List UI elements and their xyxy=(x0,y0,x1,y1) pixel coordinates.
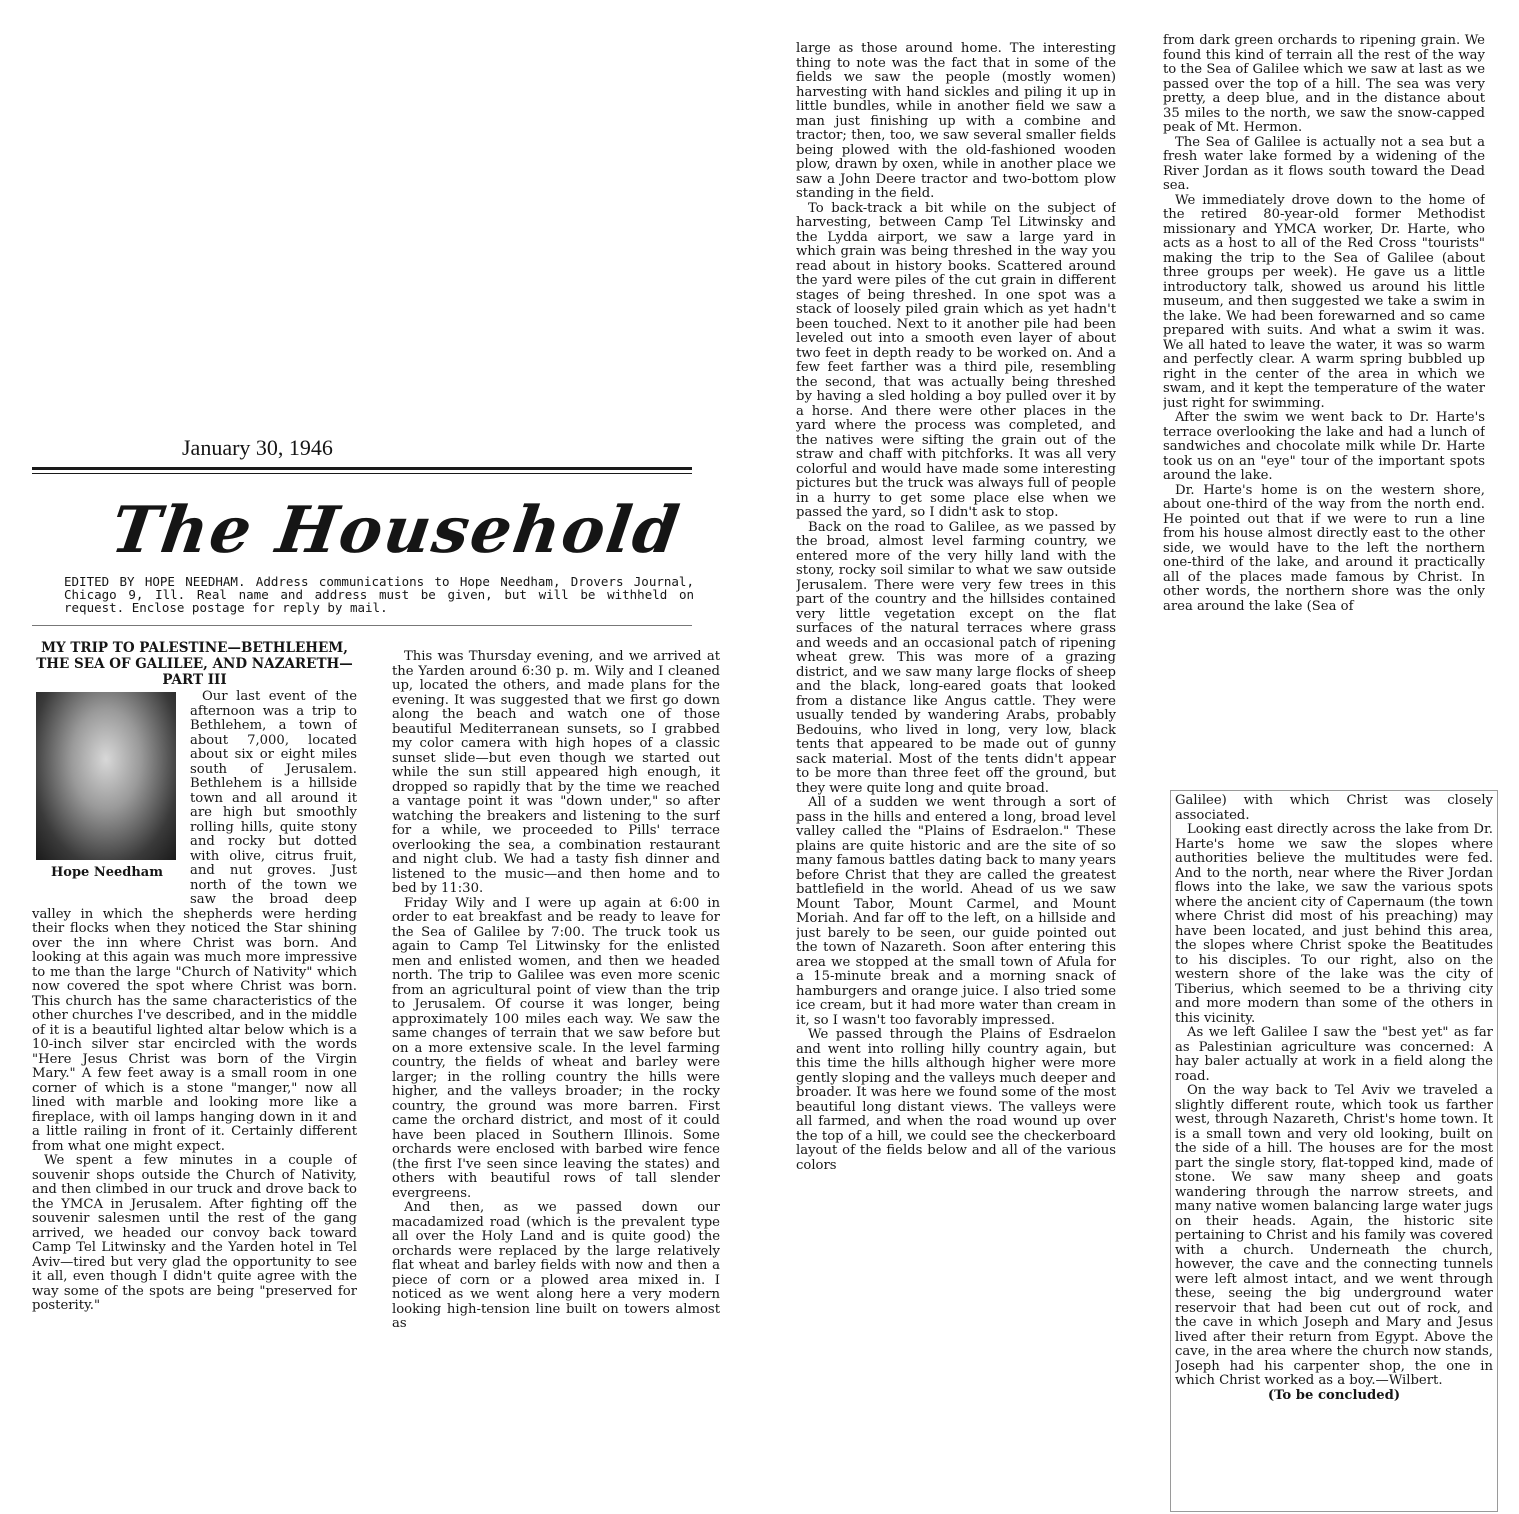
paragraph: On the way back to Tel Aviv we traveled a slightly different route, which took us farther west, through Nazareth, Christ's home town. It is a small town and very old looking, built on the side of a hill. The houses are for the most part the single story, flat-topped kind, made of stone. We saw many sheep and goats wandering through the narrow streets, and many native women balancing large water jugs on their heads. Again, the historic site pertaining to Christ and his family was covered with a church. Underneath the church, however, the cave and the connecting tunnels were left almost intact, and we went through these, seeing the big underground water reservoir that had been cut out of rock, and the cave in which Joseph and Mary and Jesus lived after their return from Egypt. Above the cave, in the area where the church now stands, Joseph had his carpenter shop, the one in which Christ worked as a boy.—Wilbert. xyxy=(1175,1083,1493,1388)
paragraph: Back on the road to Galilee, as we passed by the broad, almost level farming country, we entered more of the very hilly land with the stony, rocky soil similar to what we saw outside Jerusalem. There were very few trees in this part of the country and the hillsides contained very little vegetation except on the flat surfaces of the natural terraces where grass and weeds and an occasional patch of ripening wheat grew. This was more of a grazing district, and we saw many large flocks of sheep and the black, long-eared goats that looked from a distance like Angus cattle. They were usually tended by wandering Arabs, probably Bedouins, who lived in long, very low, black tents that appeared to be made out of gunny sack material. Most of the tents didn't appear to be more than three feet off the ground, but they were quite long and quite broad. xyxy=(796,519,1116,796)
to-be-concluded: (To be concluded) xyxy=(1267,1387,1401,1403)
paragraph: And then, as we passed down our macadamized road (which is the prevalent type all over the Holy Land and is quite good) the orchards were replaced by the large relatively flat wheat and barley fields with now and then a piece of corn or a plowed area mixed in. I noticed as we went along here a very modern looking high-tension line built on towers almost as xyxy=(392,1200,720,1331)
paragraph: We passed through the Plains of Esdraelon and went into rolling hilly country again, but this time the hills although higher were more gently sloping and the valleys much deeper and broader. It was here we found some of the most beautiful long distant views. The valleys were all farmed, and when the road wound up over the top of a hill, we could see the checkerboard layout of the fields below and all of the various colors xyxy=(796,1027,1116,1173)
paragraph: Looking east directly across the lake from Dr. Harte's home we saw the slopes where authorities believe the multitudes were fed. And to the north, near where the River Jordan flows into the lake, we saw the various spots where the ancient city of Capernaum (the town where Christ did most of his preaching) may have been located, and just behind this area, the slopes where Christ spoke the Beatitudes to his disciples. To our right, also on the western shore of the lake was the city of Tiberius, which seemed to be a thriving city and more modern than some of the others in this vicinity. xyxy=(1175,822,1493,1026)
clipping-column-3 xyxy=(792,38,1122,1468)
paragraph: Our last event of the afternoon was a trip to Bethlehem, a town of about 7,000, located about six or eight miles south of Jerusalem. Bethlehem is a hillside town and all around it are high but smoothly rolling hills, quite stony and rocky but dotted with olive, citrus fruit, and nut groves. Just north of the town we saw the broad deep valley in which the shepherds were herding their flocks when they noticed the Star shining over the inn where Christ was born. And looking at this again was much more impressive to me than the large "Church of Nativity" which now covered the spot where Christ was born. This church has the same characteristics of the other churches I've described, and in the middle of it is a beautiful lighted altar below which is a 10-inch silver star encircled with the words "Here Jesus Christ was born of the Virgin Mary." A few feet away is a small room in one corner of which is a stone "manger," now all lined with marble and looking more like a fireplace, with oil lamps hanging down in it and a little railing in front of it. Certainly different from what one might expect. xyxy=(32,689,357,1154)
dateline xyxy=(32,425,692,465)
article-column-5 xyxy=(1175,794,1493,1506)
paragraph: After the swim we went back to Dr. Harte's terrace overlooking the lake and had a lunch of sandwiches and chocolate milk while Dr. Harte took us on an "eye" tour of the important spots around the lake. xyxy=(1163,410,1485,483)
paragraph: Galilee) with which Christ was closely associated. xyxy=(1175,794,1493,823)
editor-note: EDITED BY HOPE NEEDHAM. Address communications to Hope Needham, Drovers Journal, Chicago 9, Ill. Real name and address must be given, but will be withheld on request. Enclose postage for reply by mail. xyxy=(64,574,694,615)
paragraph: We spent a few minutes in a couple of souvenir shops outside the Church of Nativity, and then climbed in our truck and drove back to the YMCA in Jerusalem. After fighting off the souvenir salesmen until the rest of the gang arrived, we headed our convoy back toward Camp Tel Litwinsky and the Yarden hotel in Tel Aviv—tired but very glad the opportunity to see it all, even though I didn't quite agree with the way some of the spots are being "preserved for posterity." xyxy=(32,1153,357,1313)
masthead-title: The Household xyxy=(106,493,686,568)
clipping-column-4 xyxy=(1160,30,1490,755)
paragraph: large as those around home. The interesting thing to note was the fact that in some of the fields we saw the people (mostly women) harvesting with hand sickles and piling it up in little bundles, while in another field we saw a man just finishing up with a combine and tractor; then, too, we saw several smaller fields being plowed with the old-fashioned wooden plow, drawn by oxen, while in another place we saw a John Deere tractor and two-bottom plow standing in the field. xyxy=(796,42,1116,201)
portrait-image xyxy=(36,692,176,860)
rule-second xyxy=(32,473,692,474)
paragraph: from dark green orchards to ripening grain. We found this kind of terrain all the rest of the way to the Sea of Galilee which we saw at last as we passed over the top of a hill. The sea was very pretty, a deep blue, and in the distance about 35 miles to the north, we saw the snow-capped peak of Mt. Hermon. xyxy=(1163,34,1485,135)
issue-date: January 30, 1946 xyxy=(182,435,333,460)
clipping-column-5 xyxy=(1170,790,1498,1512)
paragraph: All of a sudden we went through a sort of pass in the hills and entered a long, broad level valley called the "Plains of Esdraelon." These plains are quite historic and are the site of so many famous battles dating back to many years before Christ that they are called the greatest battlefield in the world. Ahead of us we saw Mount Tabor, Mount Carmel, and Mount Moriah. And far off to the left, on a hillside and just barely to be seen, our guide pointed out the town of Nazareth. Soon after entering this area we stopped at the small town of Afula for a 15-minute break and a morning snack of hamburgers and orange juice. I also tried some ice cream, but it had more water than cream in it, so I wasn't too favorably impressed. xyxy=(796,795,1116,1028)
paragraph: Dr. Harte's home is on the western shore, about one-third of the way from the north end. He pointed out that if we were to run a line from his house almost directly east to the other side, we would have to the left the northern one-third of the lake, and around it practically all of the places made famous by Christ. In other words, the northern shore was the only area around the lake (Sea of xyxy=(1163,482,1485,614)
rule-top xyxy=(32,467,692,470)
paragraph: As we left Galilee I saw the "best yet" as far as Palestinian agriculture was concerned: A hay baler actually at work in a field along the road. xyxy=(1175,1025,1493,1084)
article-headline: MY TRIP TO PALESTINE—BETHLEHEM, THE SEA OF GALILEE, AND NAZARETH—PART III xyxy=(36,640,353,688)
article-column-2 xyxy=(392,650,720,1490)
clipping-household xyxy=(32,425,722,1495)
paragraph: This was Thursday evening, and we arrived at the Yarden around 6:30 p. m. Wily and I cleaned up, located the others, and made plans for the evening. It was suggested that we first go down along the beach and watch one of those beautiful Mediterranean sunsets, so I grabbed my color camera with high hopes of a classic sunset slide—but even though we started out while the sun still appeared high enough, it dropped so rapidly that by the time we reached a vantage point it was "down under," so after watching the breakers and listening to the surf for a while, we proceeded to Pills' terrace overlooking the sea, a combination restaurant and night club. We had a tasty fish dinner and listened to the music—and then home and to bed by 11:30. xyxy=(392,650,720,896)
article-column-3 xyxy=(796,42,1116,1462)
paragraph: We immediately drove down to the home of the retired 80-year-old former Methodist missionary and YMCA worker, Dr. Harte, who acts as a host to all of the Red Cross "tourists" making the trip to the Sea of Galilee (about three groups per week). He gave us a little introductory talk, showed us around his little museum, and then suggested we take a swim in the lake. We had been forewarned and so came prepared with suits. And what a swim it was. We all hated to leave the water, it was so warm and perfectly clear. A warm spring bubbled up right in the center of the area in which we swam, and it kept the temperature of the water just right for swimming. xyxy=(1163,192,1485,411)
author-photo xyxy=(32,692,182,892)
article-column-4 xyxy=(1163,34,1485,752)
article-column-1 xyxy=(32,640,357,1490)
paragraph: The Sea of Galilee is actually not a sea but a fresh water lake formed by a widening of the River Jordan as it flows south toward the Dead sea. xyxy=(1163,134,1485,193)
rule-under-masthead xyxy=(32,625,692,626)
paragraph: Friday Wily and I were up again at 6:00 in order to eat breakfast and be ready to leave for the Sea of Galilee by 7:00. The truck took us again to Camp Tel Litwinsky for the enlisted men and enlisted women, and then we headed north. The trip to Galilee was even more scenic from an agricultural point of view than the trip to Jerusalem. Of course it was longer, being approximately 100 miles each way. We saw the same changes of terrain that we saw before but on a more extensive scale. In the level farming country, the fields of wheat and barley were larger; in the rolling country the hills were higher, and the valleys broader; in the rocky country, the ground was more barren. First came the orchard district, and most of it could have been placed in Southern Illinois. Some orchards were enclosed with barbed wire fence (the first I've seen since leaving the states) and others with beautiful rows of tall slender evergreens. xyxy=(392,895,720,1201)
paragraph: To back-track a bit while on the subject of harvesting, between Camp Tel Litwinsky and the Lydda airport, we saw a large yard in which grain was being threshed in the way you read about in history books. Scattered around the yard were piles of the cut grain in different stages of being threshed. In one spot was a stack of loosely piled grain which as yet hadn't been touched. Next to it another pile had been leveled out into a smooth even layer of about two feet in depth ready to be worked on. And a few feet farther was a third pile, resembling the second, that was actually being threshed by having a sled holding a boy pulled over it by a horse. And there were other places in the yard where the process was completed, and the natives were sifting the grain out of the straw and chaff with pitchforks. It was all very colorful and would have made some interesting pictures but the truck was always full of people in a hurry to get some place else when we passed the yard, so I didn't ask to stop. xyxy=(796,200,1116,520)
photo-caption: Hope Needham xyxy=(51,865,163,880)
